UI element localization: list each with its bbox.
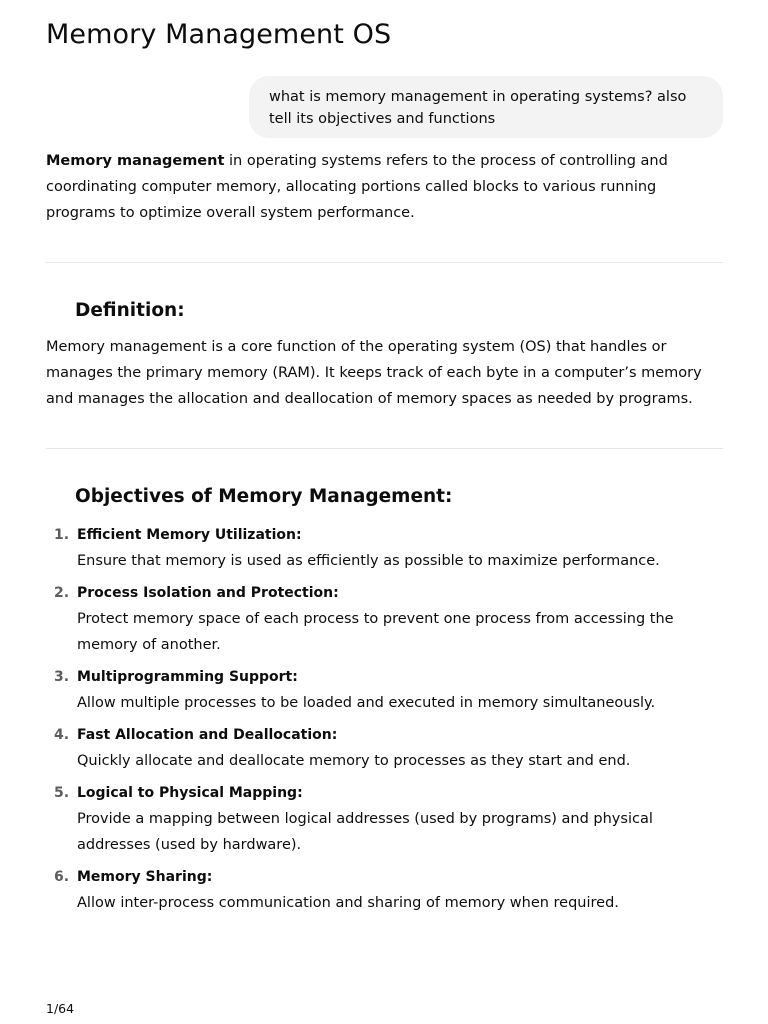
section-divider — [46, 448, 723, 449]
intro-bold-term: Memory management — [46, 153, 225, 169]
objectives-heading: Objectives of Memory Management: — [75, 486, 453, 507]
list-item-number: 6. — [54, 869, 70, 885]
intro-paragraph — [46, 148, 723, 226]
list-item-description: Quickly allocate and deallocate memory to processes as they start and end. — [77, 753, 631, 769]
list-item-description: Provide a mapping between logical addresses (used by programs) and physical addresses (used by hardware). — [77, 811, 653, 853]
list-item — [46, 864, 723, 916]
list-item-number: 3. — [54, 669, 70, 685]
list-item — [46, 780, 723, 858]
list-item-title: Multiprogramming Support: — [77, 669, 298, 685]
intro-text: in operating systems refers to the process of controlling and coordinating computer memory, allocating portions called blocks to various running programs to optimize overall system performance. — [46, 153, 668, 221]
list-item — [46, 580, 723, 658]
list-item-title: Efficient Memory Utilization: — [77, 527, 302, 543]
list-item-description: Ensure that memory is used as efficiently as possible to maximize performance. — [77, 553, 660, 569]
list-item-description: Allow multiple processes to be loaded and executed in memory simultaneously. — [77, 695, 656, 711]
section-divider — [46, 262, 723, 263]
list-item-title: Process Isolation and Protection: — [77, 585, 339, 601]
list-item-title: Fast Allocation and Deallocation: — [77, 727, 338, 743]
list-item-number: 1. — [54, 527, 70, 543]
list-item — [46, 664, 723, 716]
list-item — [46, 722, 723, 774]
page-number: 1/64 — [46, 1001, 75, 1016]
list-item-description: Allow inter-process communication and sharing of memory when required. — [77, 895, 619, 911]
list-item-title: Logical to Physical Mapping: — [77, 785, 303, 801]
list-item — [46, 522, 723, 574]
page-title: Memory Management OS — [46, 19, 392, 50]
list-item-title: Memory Sharing: — [77, 869, 213, 885]
list-item-number: 2. — [54, 585, 70, 601]
user-message-bubble: what is memory management in operating systems? also tell its objectives and functions — [249, 76, 723, 138]
definition-heading: Definition: — [75, 300, 185, 321]
list-item-description: Protect memory space of each process to prevent one process from accessing the memory of another. — [77, 611, 674, 653]
objectives-list — [46, 522, 723, 922]
definition-paragraph: Memory management is a core function of the operating system (OS) that handles or manages the primary memory (RAM). It keeps track of each byte in a computer’s memory and manages the allocation and deallocation of memory spaces as needed by programs. — [46, 339, 702, 407]
list-item-number: 5. — [54, 785, 70, 801]
list-item-number: 4. — [54, 727, 70, 743]
